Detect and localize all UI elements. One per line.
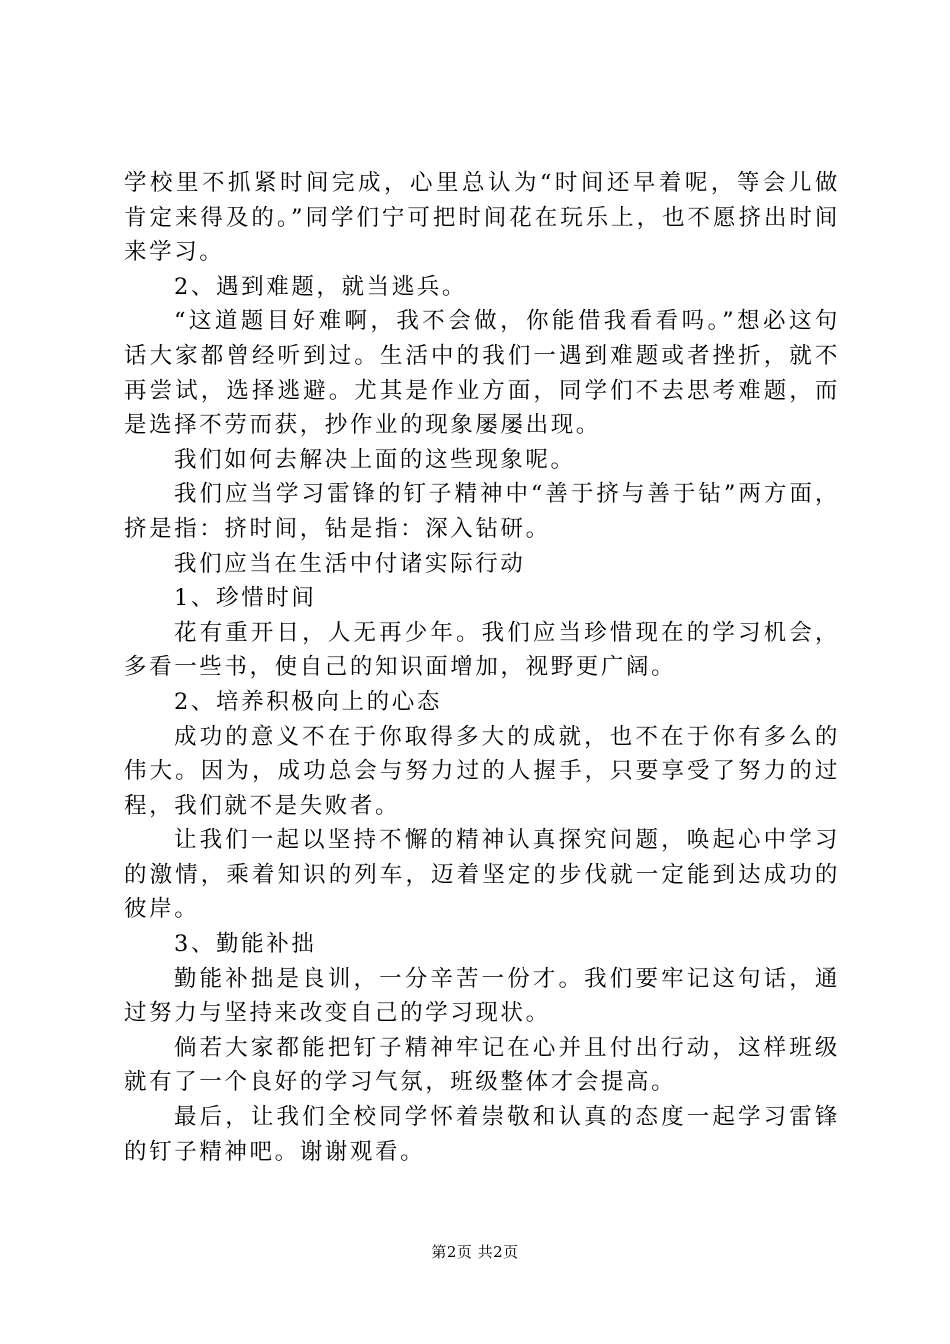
paragraph: 勤能补拙是良训，一分辛苦一份才。我们要牢记这句话，通过努力与坚持来改变自己的学习现状。 xyxy=(124,965,840,1027)
paragraph: 花有重开日，人无再少年。我们应当珍惜现在的学习机会，多看一些书，使自己的知识面增加，视野更广阔。 xyxy=(124,619,840,681)
paragraph-heading: 2、遇到难题，就当逃兵。 xyxy=(174,273,468,300)
document-body xyxy=(124,166,840,1169)
paragraph: 我们如何去解决上面的这些现象呢。 xyxy=(174,446,576,473)
paragraph-heading: 1、珍惜时间 xyxy=(174,585,317,612)
paragraph: 最后，让我们全校同学怀着崇敬和认真的态度一起学习雷锋的钉子精神吧。谢谢观看。 xyxy=(124,1104,840,1165)
paragraph: 学校里不抓紧时间完成，心里总认为“时间还早着呢，等会儿做肯定来得及的。”同学们宁可把时间花在玩乐上，也不愿挤出时间来学习。 xyxy=(124,170,840,266)
paragraph: 成功的意义不在于你取得多大的成就，也不在于你有多么的伟大。因为，成功总会与努力过的人握手，只要享受了努力的过程，我们就不是失败者。 xyxy=(124,723,840,819)
paragraph: 我们应当学习雷锋的钉子精神中“善于挤与善于钻”两方面，挤是指：挤时间，钻是指：深入钻研。 xyxy=(124,481,840,542)
paragraph: 我们应当在生活中付诸实际行动 xyxy=(174,550,526,577)
page-number-footer: 第2页 共2页 xyxy=(431,1243,519,1261)
paragraph-heading: 3、勤能补拙 xyxy=(174,931,317,958)
paragraph-heading: 2、培养积极向上的心态 xyxy=(174,688,442,715)
paragraph: “这道题目好难啊，我不会做，你能借我看看吗。”想必这句话大家都曾经听到过。生活中的我们一遇到难题或者挫折，就不再尝试，选择逃避。尤其是作业方面，同学们不去思考难题，而是选择不劳而获，抄作业的现象屡屡出现。 xyxy=(124,308,840,439)
paragraph: 让我们一起以坚持不懈的精神认真探究问题，唤起心中学习的激情，乘着知识的列车，迈着坚定的步伐就一定能到达成功的彼岸。 xyxy=(124,827,840,923)
paragraph: 倘若大家都能把钉子精神牢记在心并且付出行动，这样班级就有了一个良好的学习气氛，班级整体才会提高。 xyxy=(124,1034,840,1096)
